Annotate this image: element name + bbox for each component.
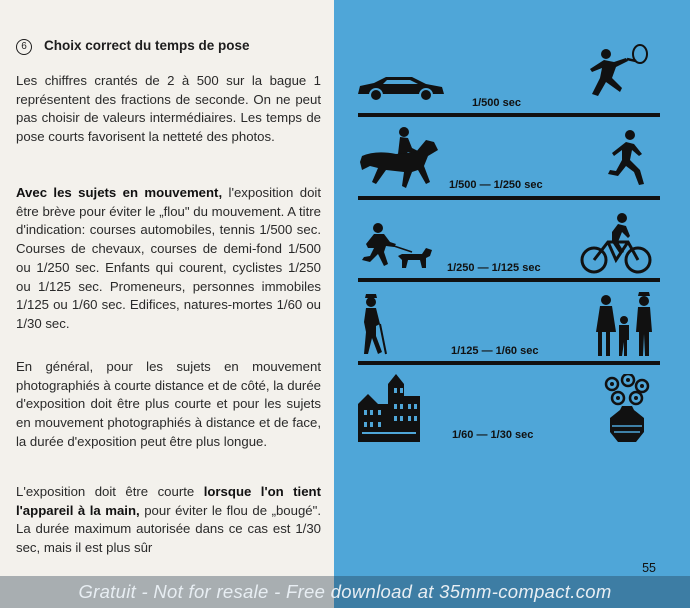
divider-line-1 [358,113,660,117]
shutter-label-5: 1/60 — 1/30 sec [452,429,534,441]
paragraph-sujets-mouvement [16,184,321,334]
walking-man-icon [356,292,390,356]
child-with-dog-icon [356,222,432,272]
runner-icon [602,128,652,190]
cyclist-icon [578,212,654,276]
sports-car-icon [356,72,446,104]
tennis-player-icon [576,44,654,102]
heading-text: Choix correct du temps de pose [44,38,250,53]
horse-rider-icon [356,126,442,194]
divider-line-4 [358,361,660,365]
building-icon [356,374,422,444]
paragraph-body: l'exposition doit être brève pour éviter le „flou" du mouvement. A titre d'indication: courses automobiles, tennis 1/500 sec. Courses de chevaux, courses de demi-fond 1/500 ou 1/250 sec. Enfants qui courent, cyclistes 1/250 ou 1/125 sec. Promeneurs, personnes immobiles 1/125 ou 1/60 sec. Edifices, natures-mortes 1/60 ou 1/30 sec. [16,185,321,331]
text-page [0,0,334,608]
paragraph-lead-bold: Avec les sujets en mouvement, [16,185,223,200]
shutter-speed-chart [334,0,690,608]
shutter-label-2: 1/500 — 1/250 sec [449,179,543,191]
shutter-label-3: 1/250 — 1/125 sec [447,262,541,274]
watermark-banner: Gratuit - Not for resale - Free download at 35mm-compact.com [0,576,690,608]
page-number: 55 [642,561,656,575]
standing-family-icon [596,292,656,358]
divider-line-3 [358,278,660,282]
paragraph-rest: pour éviter le flou de „bougé". La durée maximum autorisée dans ce cas est 1/30 sec, mais il est plus sûr [16,502,321,556]
paragraph-start: L'exposition doit être courte [16,484,204,499]
flower-vase-icon [600,374,654,446]
section-heading [16,38,250,55]
shutter-label-1: 1/500 sec [472,97,521,109]
shutter-label-4: 1/125 — 1/60 sec [451,345,539,357]
paragraph-general: En général, pour les sujets en mouvement photographiés à courte distance et de côté, la durée d'exposition doit être plus courte et pour les sujets en mouvement photographiés à distance et de face, la durée d'exposition peut être plus longue. [16,359,321,449]
paragraph-bold: lorsque l'on tient l'appareil à la main, [16,484,321,518]
paragraph-main [16,483,321,558]
paragraph-bague: Les chiffres crantés de 2 à 500 sur la bague 1 représentent des fractions de seconde. On ne peut pas choisir de valeurs intermédiaires. Les temps de pose courts favorisent la netteté des photos. [16,73,321,145]
section-number: 6 [16,39,32,55]
divider-line-2 [358,196,660,200]
